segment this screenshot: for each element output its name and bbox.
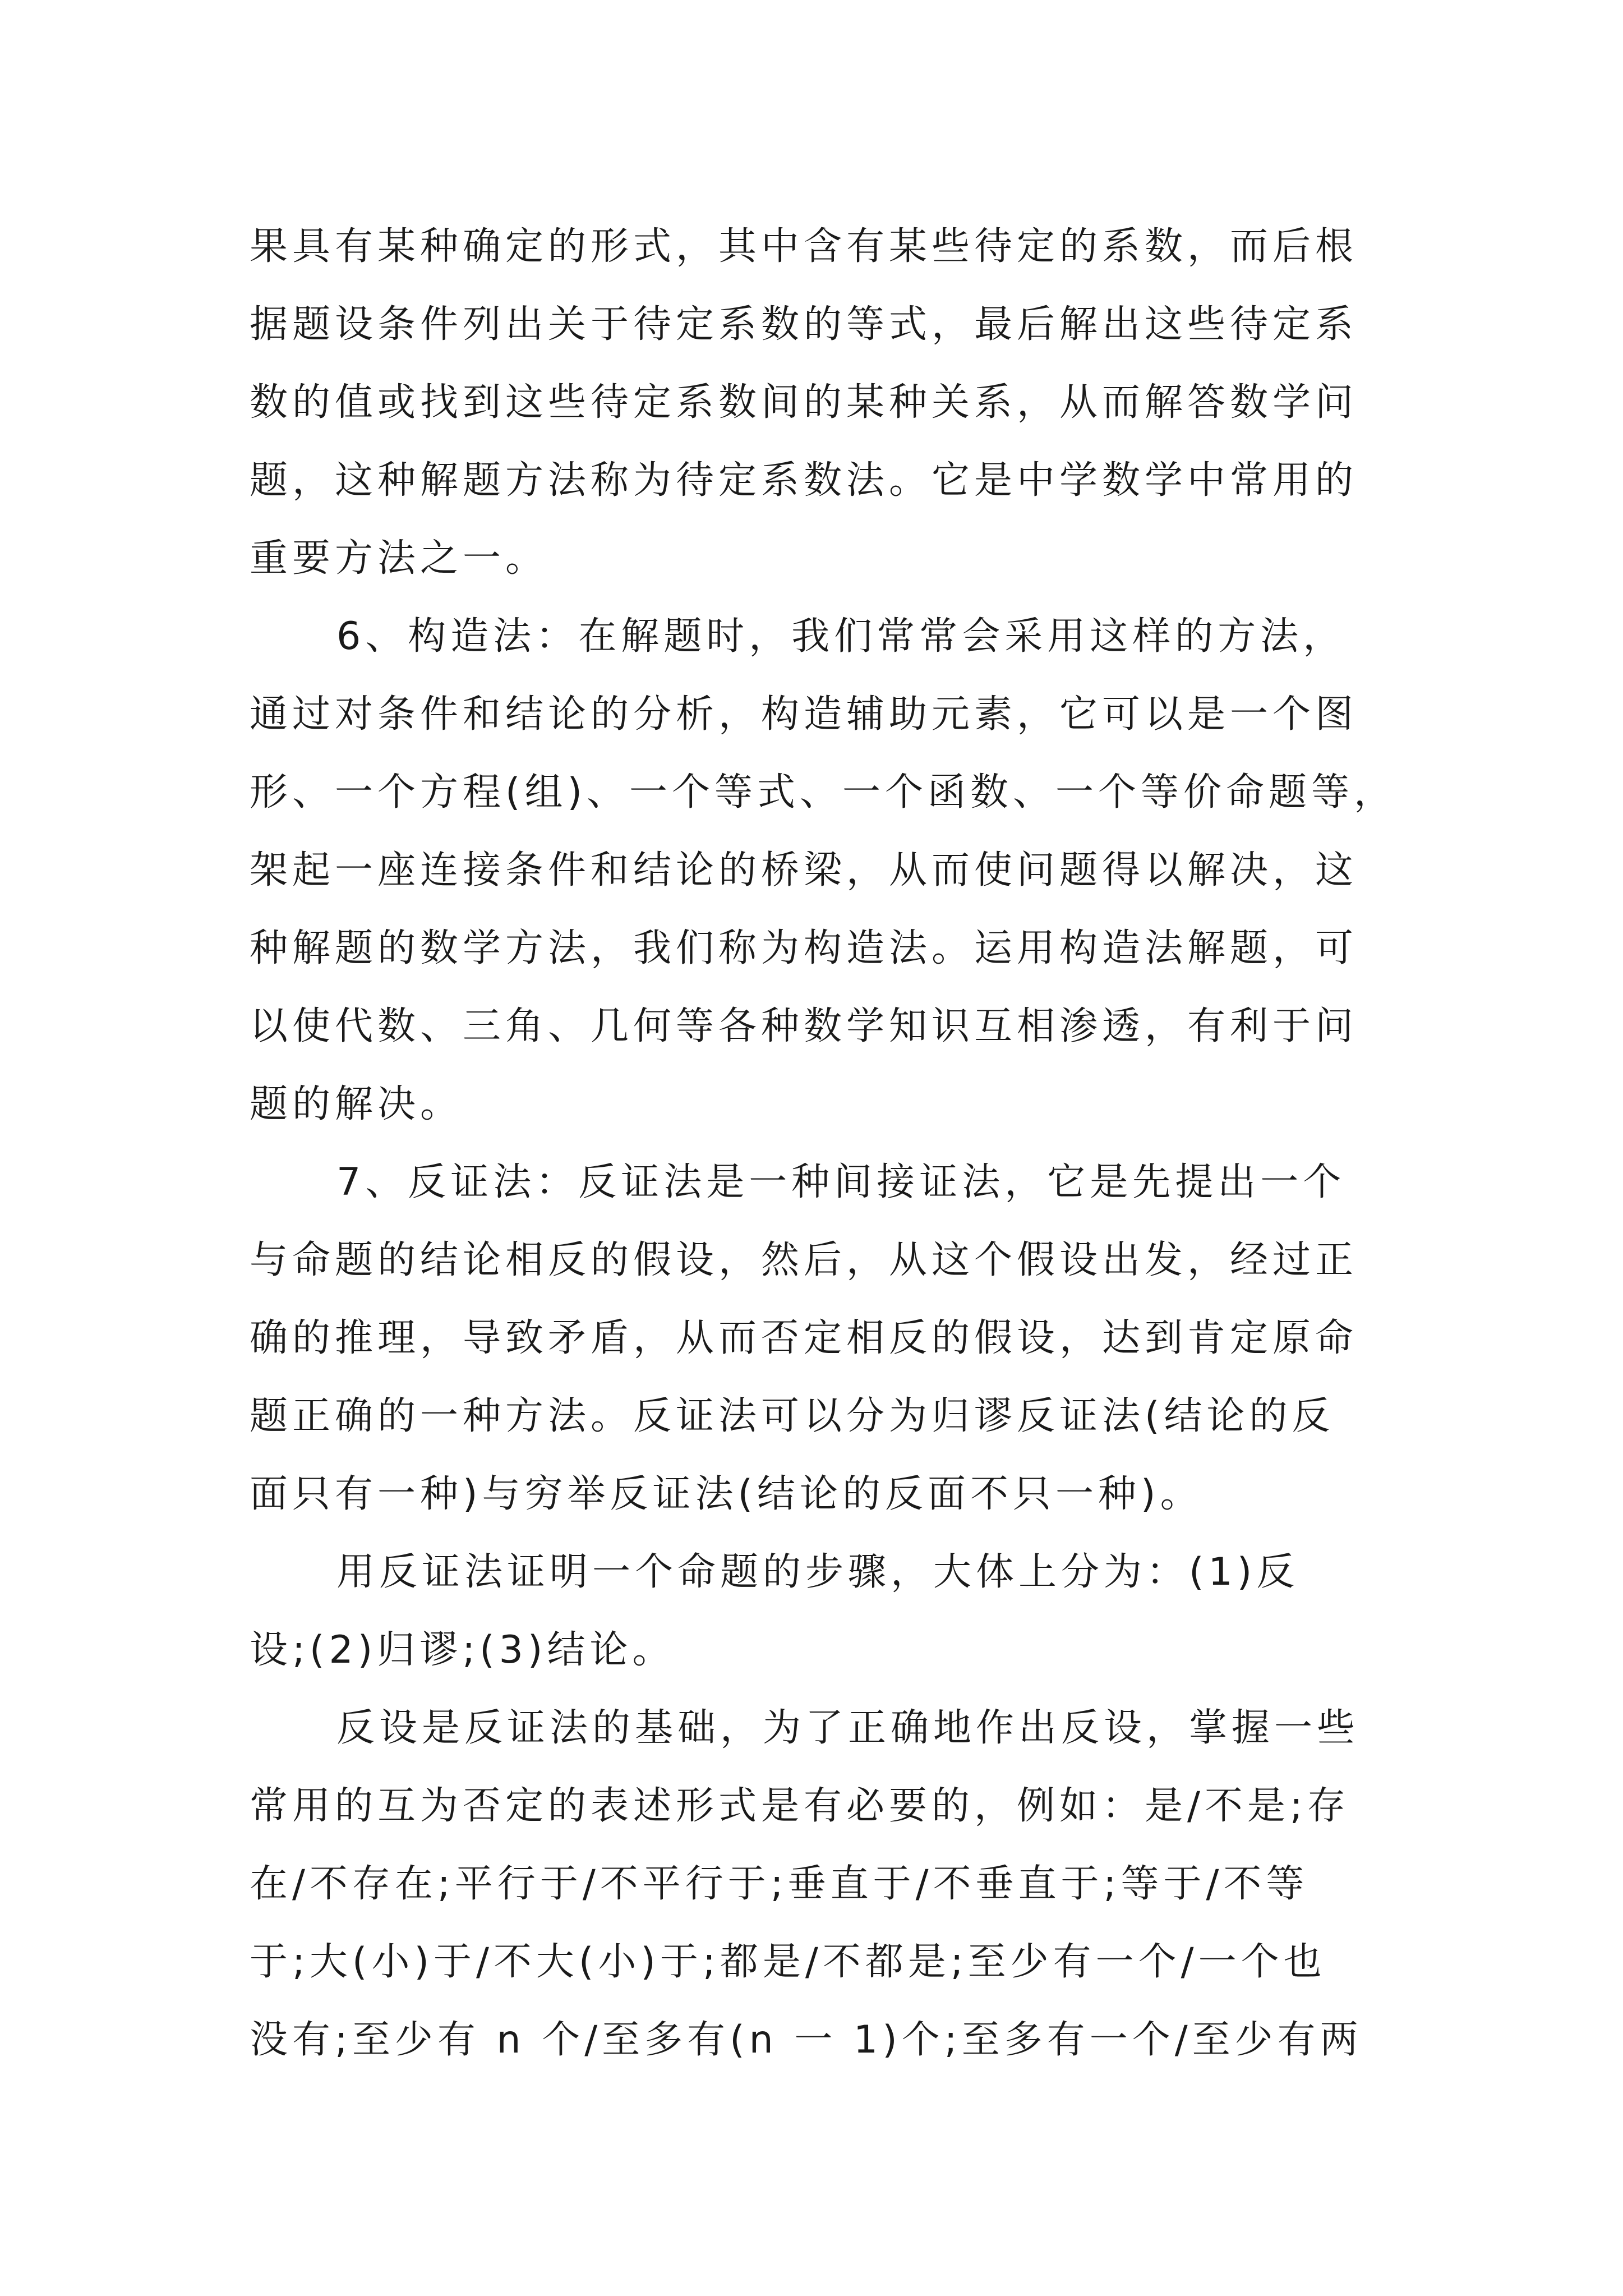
paragraph-start-line: 6、构造法：在解题时，我们常常会采用这样的方法， xyxy=(336,614,1346,659)
text-line: 确的推理，导致矛盾，从而否定相反的假设，达到肯定原命 xyxy=(250,1316,1358,1360)
text-line: 没有;至少有 n 个/至多有(n 一 1)个;至多有一个/至少有两 xyxy=(250,2018,1363,2062)
text-line: 题，这种解题方法称为待定系数法。它是中学数学中常用的 xyxy=(250,458,1358,503)
text-line: 重要方法之一。 xyxy=(250,536,548,581)
text-line: 与命题的结论相反的假设，然后，从这个假设出发，经过正 xyxy=(250,1238,1358,1282)
text-line: 于;大(小)于/不大(小)于;都是/不都是;至少有一个/一个也 xyxy=(250,1940,1326,1984)
text-line: 在/不存在;平行于/不平行于;垂直于/不垂直于;等于/不等 xyxy=(250,1862,1309,1906)
text-line: 以使代数、三角、几何等各种数学知识互相渗透，有利于问 xyxy=(250,1004,1358,1048)
text-line: 设;(2)归谬;(3)结论。 xyxy=(250,1628,675,1672)
text-line: 架起一座连接条件和结论的桥梁，从而使问题得以解决，这 xyxy=(250,848,1358,892)
text-line: 通过对条件和结论的分析，构造辅助元素，它可以是一个图 xyxy=(250,692,1358,737)
text-line: 题正确的一种方法。反证法可以分为归谬反证法(结论的反 xyxy=(250,1394,1335,1438)
text-line: 面只有一种)与穷举反证法(结论的反面不只一种)。 xyxy=(250,1472,1203,1516)
text-line: 数的值或找到这些待定系数间的某种关系，从而解答数学问 xyxy=(250,380,1358,425)
text-line: 常用的互为否定的表述形式是有必要的，例如：是/不是;存 xyxy=(250,1784,1350,1828)
paragraph-start-line: 用反证法证明一个命题的步骤，大体上分为：(1)反 xyxy=(336,1550,1299,1594)
text-line: 题的解决。 xyxy=(250,1082,463,1126)
text-line: 果具有某种确定的形式，其中含有某些待定的系数，而后根 xyxy=(250,224,1358,269)
paragraph-start-line: 反设是反证法的基础，为了正确地作出反设，掌握一些 xyxy=(336,1706,1360,1750)
text-line: 种解题的数学方法，我们称为构造法。运用构造法解题，可 xyxy=(250,926,1358,970)
text-line: 形、一个方程(组)、一个等式、一个函数、一个等价命题等， xyxy=(250,770,1397,815)
paragraph-start-line: 7、反证法：反证法是一种间接证法，它是先提出一个 xyxy=(336,1160,1346,1204)
text-line: 据题设条件列出关于待定系数的等式，最后解出这些待定系 xyxy=(250,302,1358,347)
